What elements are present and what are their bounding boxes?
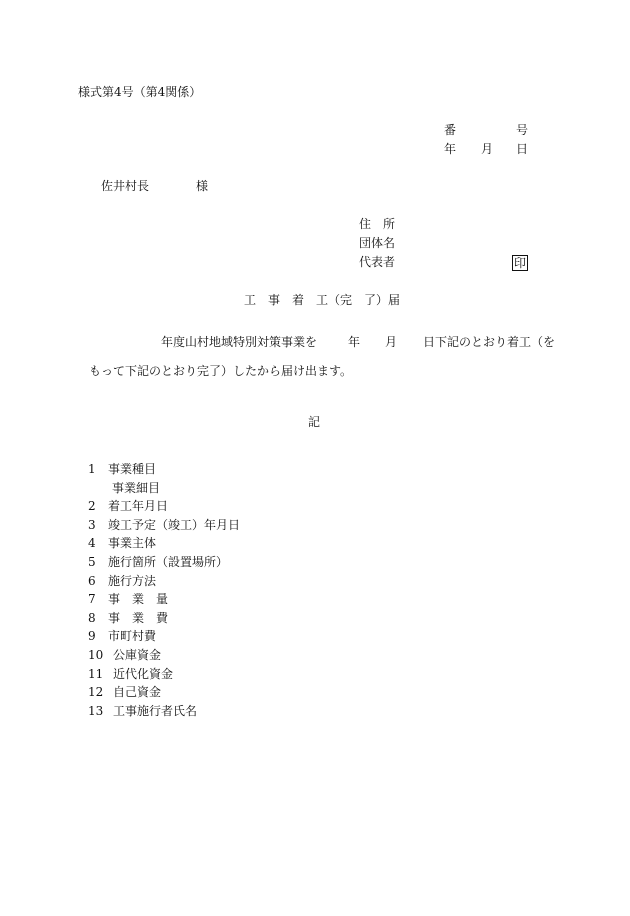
date-day: 日 bbox=[516, 142, 529, 156]
item-number: 6 bbox=[88, 573, 96, 588]
item-label: 施行箇所（設置場所） bbox=[108, 554, 229, 569]
item-label: 市町村費 bbox=[108, 629, 157, 644]
item-label: 事 業 費 bbox=[108, 610, 169, 625]
item-number: 1 bbox=[88, 462, 96, 476]
item-number: 10 bbox=[88, 647, 104, 662]
body-day-text: 日下記のとおり着工（を bbox=[423, 335, 556, 349]
item-label: 事業細目 bbox=[112, 480, 161, 495]
item-number: 12 bbox=[88, 685, 104, 700]
item-label: 事 業 量 bbox=[108, 592, 169, 607]
applicant-organization-label: 団体名 bbox=[359, 236, 396, 250]
item-number: 3 bbox=[88, 517, 96, 532]
ki-heading: 記 bbox=[308, 415, 321, 429]
item-label: 工事施行者氏名 bbox=[113, 703, 198, 718]
item-number: 2 bbox=[88, 499, 96, 514]
date-month: 月 bbox=[481, 142, 494, 156]
item-number: 4 bbox=[88, 536, 96, 551]
date-year: 年 bbox=[444, 142, 457, 156]
item-number: 5 bbox=[88, 554, 96, 569]
body-fiscal-year: 年度山村地域特別対策事業を bbox=[161, 335, 318, 349]
item-number: 13 bbox=[88, 703, 104, 718]
body-month: 月 bbox=[385, 335, 398, 349]
item-number: 9 bbox=[88, 629, 96, 644]
body-line-2: もって下記のとおり完了）したから届け出ます。 bbox=[89, 364, 353, 378]
item-label: 公庫資金 bbox=[113, 647, 162, 662]
item-label: 自己資金 bbox=[113, 685, 162, 700]
item-number: 7 bbox=[88, 592, 96, 607]
item-label: 近代化資金 bbox=[113, 666, 174, 681]
addressee-name: 佐井村長 bbox=[101, 179, 150, 193]
item-label: 事業種目 bbox=[108, 462, 157, 476]
applicant-representative-label: 代表者 bbox=[359, 255, 396, 269]
item-label: 施行方法 bbox=[108, 573, 157, 588]
item-label: 着工年月日 bbox=[108, 499, 169, 514]
addressee-honorific: 様 bbox=[196, 179, 209, 193]
item-label: 竣工予定（竣工）年月日 bbox=[108, 517, 241, 532]
item-number: 11 bbox=[88, 666, 104, 681]
body-year: 年 bbox=[348, 335, 361, 349]
seal-mark: 印 bbox=[514, 256, 527, 270]
number-suffix: 号 bbox=[516, 123, 529, 137]
applicant-address-label: 住 所 bbox=[359, 217, 396, 231]
form-number: 様式第4号（第4関係） bbox=[78, 85, 202, 99]
number-label: 番 bbox=[444, 123, 457, 137]
item-number: 8 bbox=[88, 610, 96, 625]
document-title: 工 事 着 工（完 了）届 bbox=[244, 293, 401, 307]
item-label: 事業主体 bbox=[108, 536, 157, 551]
